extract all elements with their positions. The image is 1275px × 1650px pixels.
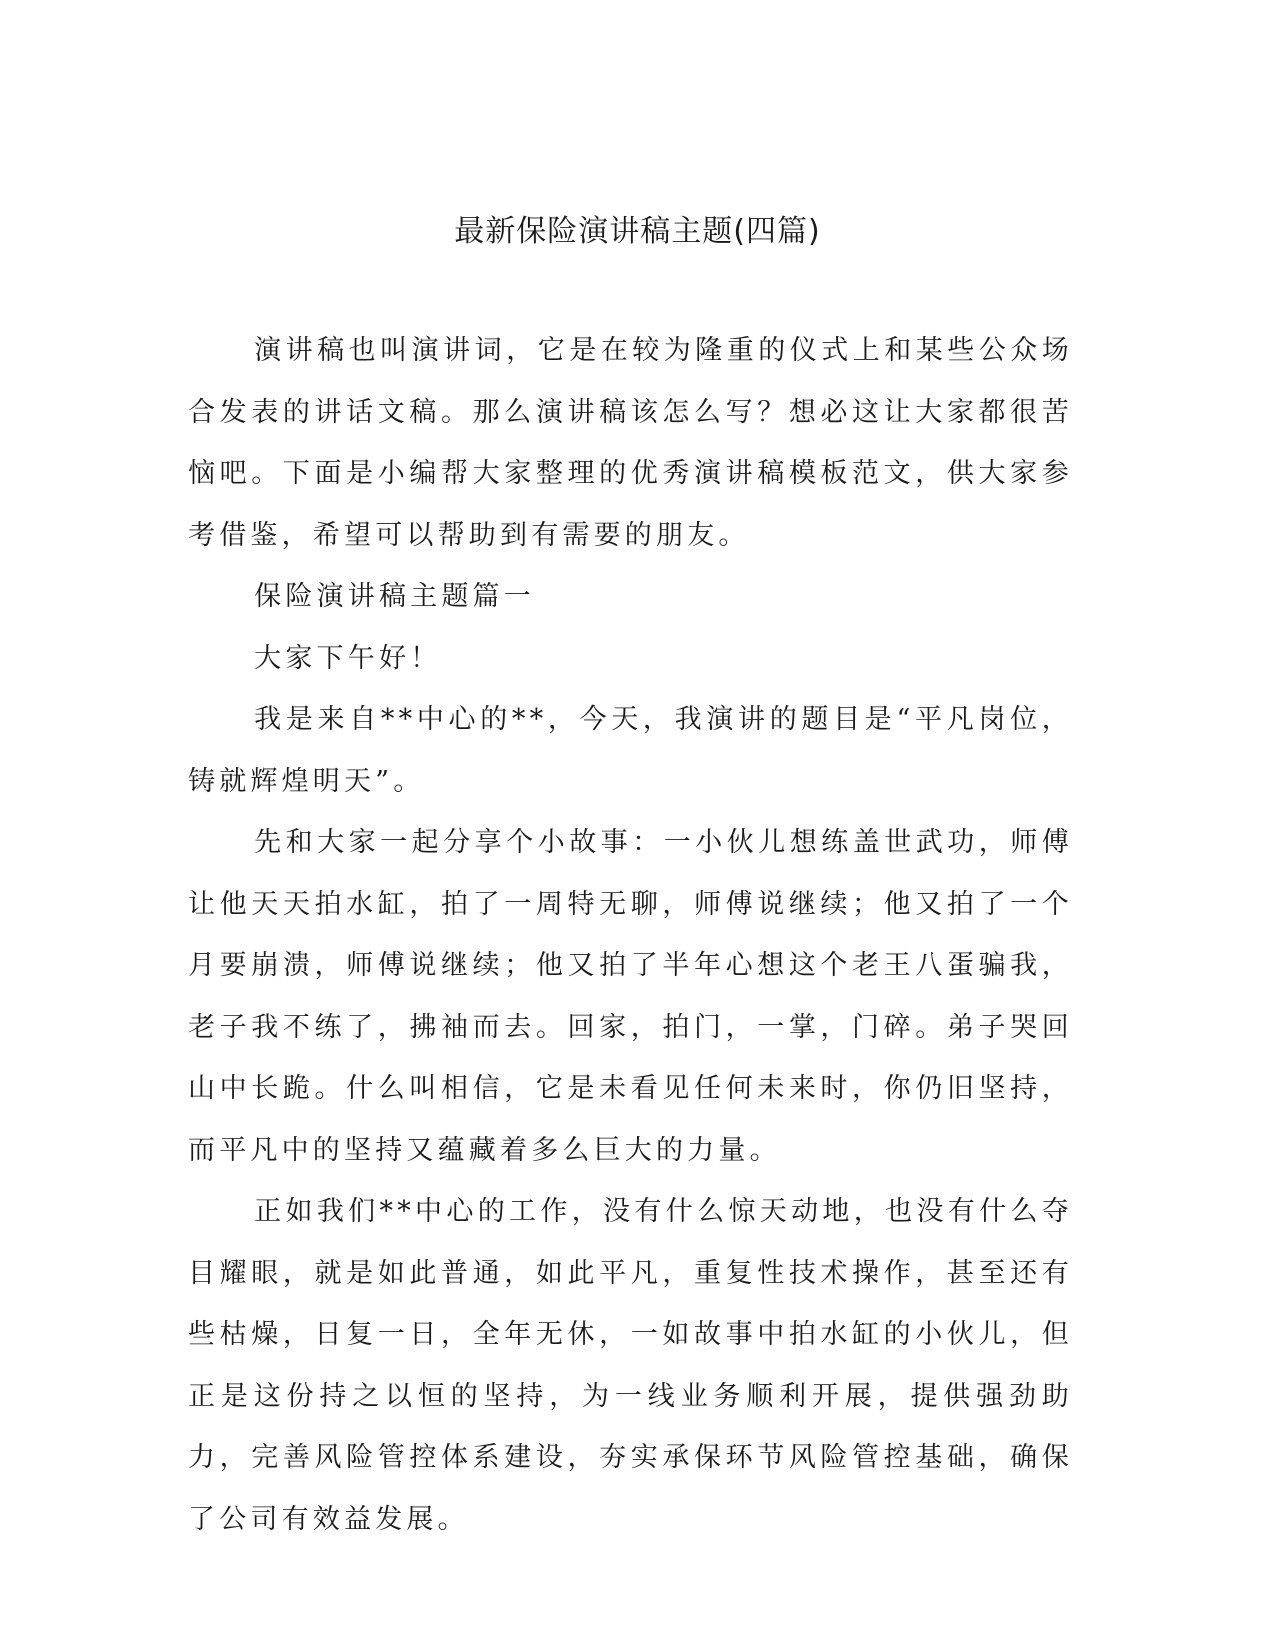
paragraph-intro: 演讲稿也叫演讲词，它是在较为隆重的仪式上和某些公众场合发表的讲话文稿。那么演讲稿该怎么写？想必这让大家都很苦恼吧。下面是小编帮大家整理的优秀演讲稿模板范文，供大家参考借鉴，希望可以帮助到有需要的朋友。 (188, 335, 1073, 551)
paragraph-story: 先和大家一起分享个小故事：一小伙儿想练盖世武功，师傅让他天天拍水缸，拍了一周特无聊，师傅说继续；他又拍了一个月要崩溃，师傅说继续；他又拍了半年心想这个老王八蛋骗我，老子我不练了，拂袖而去。回家，拍门，一掌，门碎。弟子哭回山中长跪。什么叫相信，它是未看见任何未来时，你仍旧坚持，而平凡中的坚持又蕴藏着多么巨大的力量。 (188, 827, 1073, 1166)
paragraph-section-heading: 保险演讲稿主题篇一 (254, 581, 535, 612)
document-body (188, 320, 1073, 1550)
paragraph-greeting: 大家下午好！ (254, 642, 442, 674)
paragraph-self-introduction: 我是来自**中心的**，今天，我演讲的题目是“平凡岗位，铸就辉煌明天”。 (188, 704, 1073, 797)
paragraph-work: 正如我们**中心的工作，没有什么惊天动地，也没有什么夺目耀眼，就是如此普通，如此平凡，重复性技术操作，甚至还有些枯燥，日复一日，全年无休，一如故事中拍水缸的小伙儿，但正是这份持之以恒的坚持，为一线业务顺利开展，提供强劲助力，完善风险管控体系建设，夯实承保环节风险管控基础，确保了公司有效益发展。 (188, 1196, 1073, 1535)
document-title: 最新保险演讲稿主题(四篇) (454, 214, 821, 249)
